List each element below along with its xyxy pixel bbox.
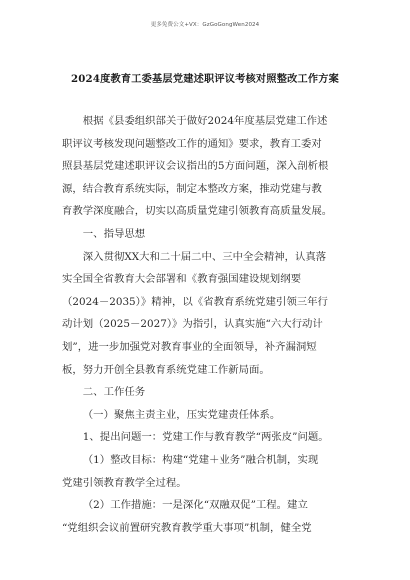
watermark-text: 更多免费公文+VX：GzGoGongWen2024 bbox=[150, 22, 260, 28]
body-line: 动计划（2025－2027）》为指引，认真实施“六大行动计 bbox=[62, 318, 323, 331]
body-line: 1、提出问题一：党建工作与教育教学“两张皮”问题。 bbox=[82, 431, 329, 444]
document-title: 2024度教育工委基层党建述职评议考核对照整改工作方案 bbox=[70, 73, 340, 85]
section-heading: 一、指导思想 bbox=[82, 227, 146, 240]
body-line: 划”，进一步加强党对教育事业的全面领导，补齐漏洞短 bbox=[62, 340, 317, 353]
section-heading: 二、工作任务 bbox=[82, 386, 146, 399]
body-line: 深入贯彻XX大和二十届二中、三中全会精神，认真落 bbox=[82, 250, 327, 263]
body-line: 职评议考核发现问题整改工作的通知》要求，教育工委对 bbox=[62, 137, 322, 150]
body-line: 党建引领教育教学全过程。 bbox=[62, 476, 187, 489]
body-line: （一）聚焦主责主业，压实党建责任体系。 bbox=[82, 408, 281, 421]
body-line: （2024－2035）》精神，以《省教育系统党建引领三年行 bbox=[62, 295, 328, 308]
body-line: 源，结合教育系统实际，制定本整改方案，推动党建与教 bbox=[62, 182, 322, 195]
body-line: “党组织会议前置研究教育教学重大事项”机制，健全党 bbox=[62, 521, 312, 534]
body-line: （1）整改目标：构建“党建＋业务”融合机制，实现 bbox=[82, 453, 319, 466]
body-line: 育教学深度融合，切实以高质量党建引领教育高质量发展。 bbox=[62, 205, 333, 218]
body-line: 照县基层党建述职评议会议指出的5方面问题，深入剖析根 bbox=[62, 160, 329, 173]
body-line: 根据《县委组织部关于做好2024年度基层党建工作述 bbox=[82, 115, 328, 127]
document-body bbox=[62, 110, 352, 539]
body-line: 板，努力开创全县教育系统党建工作新局面。 bbox=[62, 363, 270, 376]
body-line: 实全国全省教育大会部署和《教育强国建设规划纲要 bbox=[62, 273, 301, 286]
body-line: （2）工作措施：一是深化“双融双促”工程。建立 bbox=[82, 499, 308, 512]
